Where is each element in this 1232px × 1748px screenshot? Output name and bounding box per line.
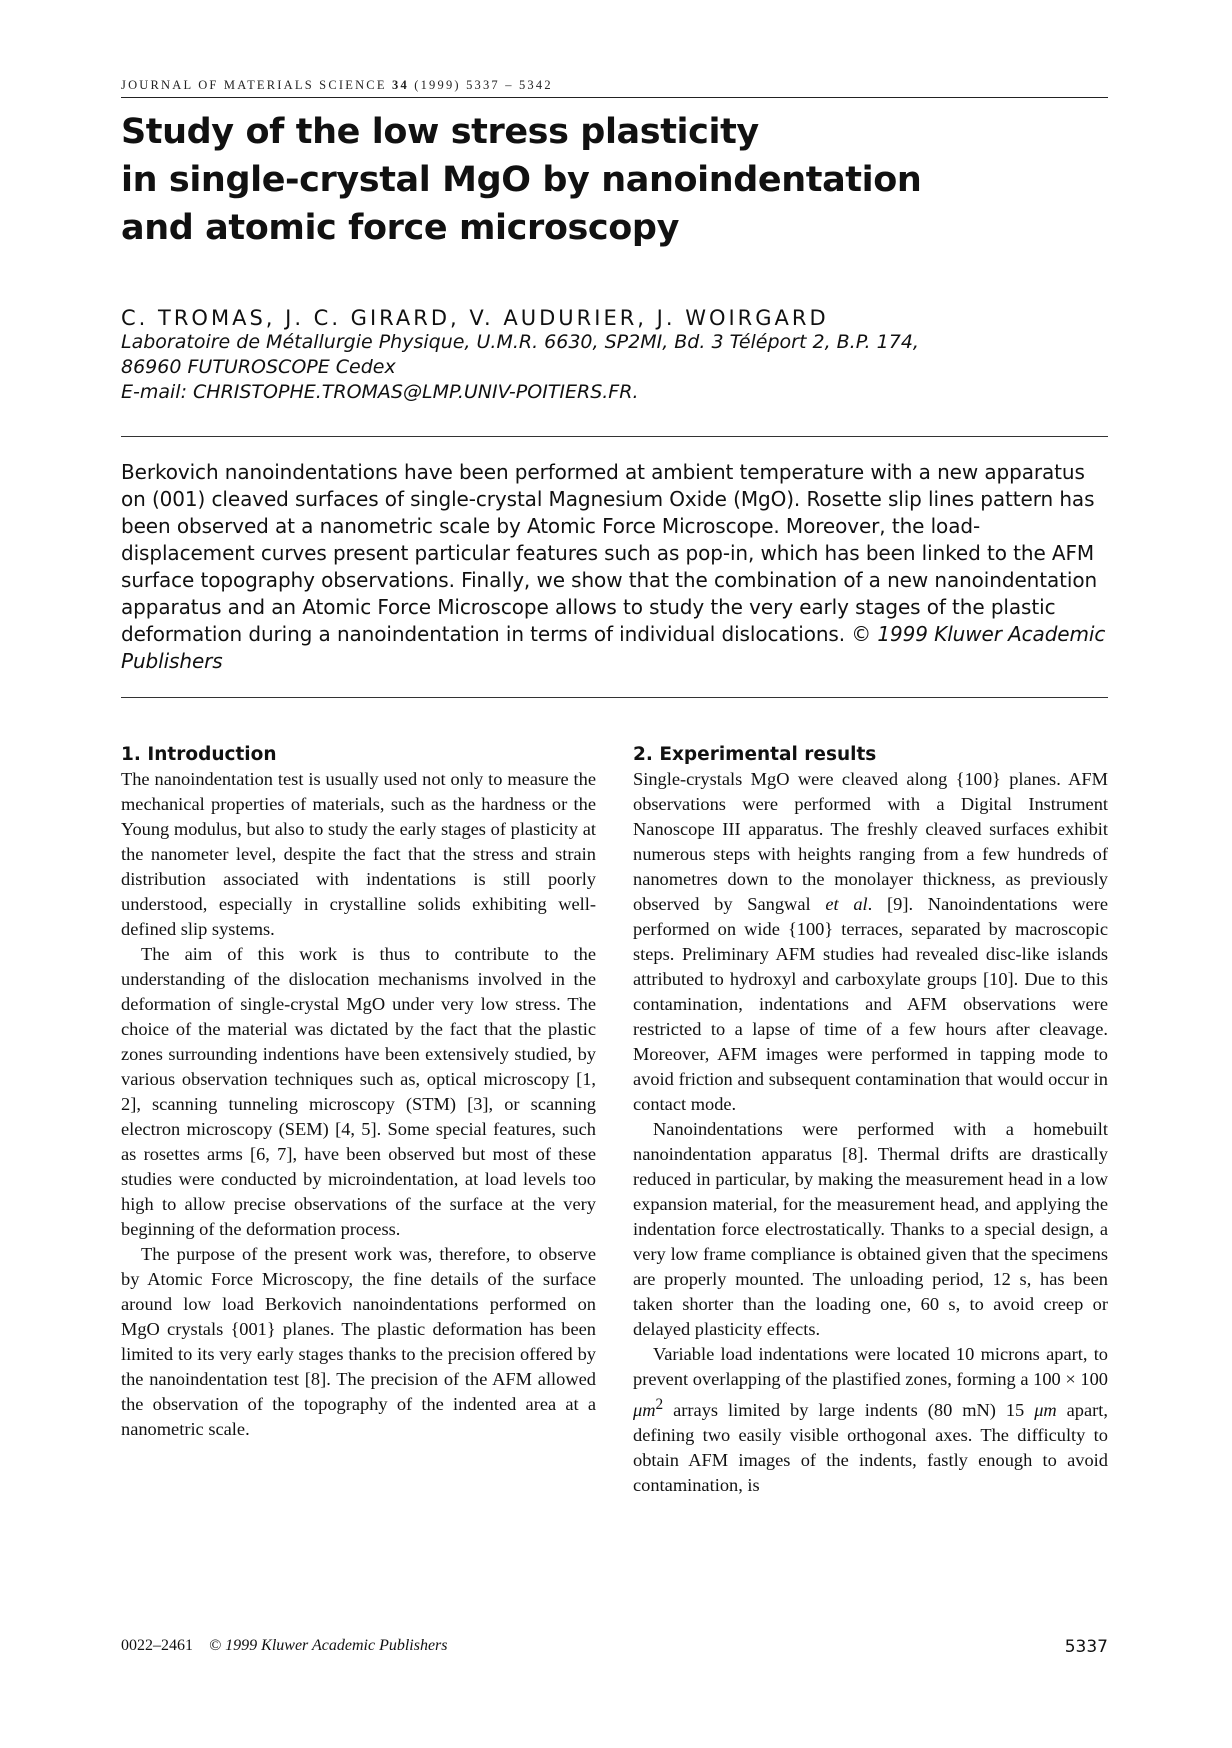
right-column (633, 742, 1108, 1498)
unit: μm (1034, 1400, 1057, 1421)
footer-imprint (121, 1637, 448, 1657)
paper-title (121, 108, 1108, 252)
abstract-bottom-rule (121, 697, 1108, 698)
title-line: and atomic force microscopy (121, 208, 679, 248)
paragraph-text: . [9]. Nanoindentations were performed on wide {100} terraces, separated by macroscopic steps. Preliminary AFM studies had revealed disc-like islands attributed to hydroxyl and carboxylate groups [10]. Due to this contamination, indentations and AFM observations were restricted to a lapse of time of a few hours after cleavage. Moreover, AFM images were performed in tapping mode to avoid friction and subsequent contamination that would occur in contact mode. (633, 894, 1108, 1114)
abstract (121, 459, 1108, 675)
superscript: 2 (655, 1396, 664, 1413)
journal-year-pages: (1999) 5337 – 5342 (414, 78, 553, 92)
paragraph (633, 767, 1108, 1117)
email-line: E-mail: CHRISTOPHE.TROMAS@LMP.UNIV-POITIERS.FR. (121, 381, 639, 403)
page-footer (121, 1637, 1108, 1657)
et-al: et al (825, 894, 868, 914)
affiliation (121, 330, 1108, 405)
title-line: in single-crystal MgO by nanoindentation (121, 160, 922, 200)
abstract-copyright: © 1999 Kluwer Academic Publishers (121, 622, 1106, 673)
author-list: C. TROMAS, J. C. GIRARD, V. AUDURIER, J. WOIRGARD (121, 306, 829, 330)
section-heading-introduction: 1. Introduction (121, 744, 277, 765)
journal-name: JOURNAL OF MATERIALS SCIENCE (121, 78, 387, 92)
paragraph-text: apart, defining two easily visible orthogonal axes. The difficulty to obtain AFM images of the indents, fastly enough to avoid contamination, is (633, 1400, 1108, 1496)
unit: μm (633, 1400, 656, 1421)
body-columns (121, 742, 1108, 1498)
running-head (121, 78, 1108, 98)
issn: 0022–2461 (121, 1637, 193, 1654)
left-column (121, 742, 596, 1498)
affiliation-line: Laboratoire de Métallurgie Physique, U.M.R. 6630, SP2MI, Bd. 3 Téléport 2, B.P. 174, (121, 331, 919, 353)
title-line: Study of the low stress plasticity (121, 112, 759, 152)
journal-volume: 34 (392, 78, 409, 92)
paragraph-text: arrays limited by large indents (80 mN) 15 (663, 1400, 1025, 1421)
footer-copyright: © 1999 Kluwer Academic Publishers (209, 1637, 448, 1654)
paragraph-text: Single-crystals MgO were cleaved along {100} planes. AFM observations were performed with a Digital Instrument Nanoscope III apparatus. The freshly cleaved surfaces exhibit numerous steps with heights ranging from a few hundreds of nanometres down to the monolayer thickness, as previously observed by Sangwal (633, 769, 1108, 914)
paragraph: The aim of this work is thus to contribute to the understanding of the dislocation mechanisms involved in the deformation of single-crystal MgO under very low stress. The choice of the material was dictated by the fact that the plastic zones surrounding indentions have been extensively studied, by various observation techniques such as, optical microscopy [1, 2], scanning tunneling microscopy (STM) [3], or scanning electron microscopy (SEM) [4, 5]. Some special features, such as rosettes arms [6, 7], have been observed but most of these studies were conducted by microindentation, at load levels too high to allow precise observations of the surface at the very beginning of the deformation process. (121, 944, 596, 1239)
abstract-top-rule (121, 436, 1108, 437)
paragraph: Nanoindentations were performed with a homebuilt nanoindentation apparatus [8]. Thermal drifts are drastically reduced in particular, by making the measurement head in a low expansion material, for the measurement head, and applying the indentation force electrostatically. Thanks to a special design, a very low frame compliance is obtained given that the specimens are properly mounted. The unloading period, 12 s, has been taken shorter than the loading one, 60 s, to avoid creep or delayed plasticity effects. (633, 1119, 1108, 1339)
abstract-text: Berkovich nanoindentations have been performed at ambient temperature with a new apparatus on (001) cleaved surfaces of single-crystal Magnesium Oxide (MgO). Rosette slip lines pattern has been observed at a nanometric scale by Atomic Force Microscope. Moreover, the load-displacement curves present particular features such as pop-in, which has been linked to the AFM surface topography observations. Finally, we show that the combination of a new nanoindentation apparatus and an Atomic Force Microscope allows to study the very early stages of the plastic deformation during a nanoindentation in terms of individual dislocations. (121, 460, 1098, 646)
section-heading-experimental-results: 2. Experimental results (633, 744, 877, 765)
paper-page (121, 78, 1108, 1498)
paragraph (633, 1342, 1108, 1498)
paragraph: The purpose of the present work was, therefore, to observe by Atomic Force Microscopy, the fine details of the surface around low load Berkovich nanoindentations performed on MgO crystals {001} planes. The plastic deformation has been limited to its very early stages thanks to the precision offered by the nanoindentation test [8]. The precision of the AFM allowed the observation of the topography of the indented area at a nanometric scale. (121, 1244, 596, 1439)
affiliation-line: 86960 FUTUROSCOPE Cedex (121, 356, 396, 378)
paragraph-text: Variable load indentations were located 10 microns apart, to prevent overlapping of the plastified zones, forming a 100 × 100 (633, 1344, 1108, 1389)
paragraph: The nanoindentation test is usually used not only to measure the mechanical properties of materials, such as the hardness or the Young modulus, but also to study the early stages of plasticity at the nanometer level, despite the fact that the stress and strain distribution associated with indentations is still poorly understood, especially in crystalline solids exhibiting well-defined slip systems. (121, 769, 596, 939)
page-number: 5337 (1064, 1637, 1108, 1657)
